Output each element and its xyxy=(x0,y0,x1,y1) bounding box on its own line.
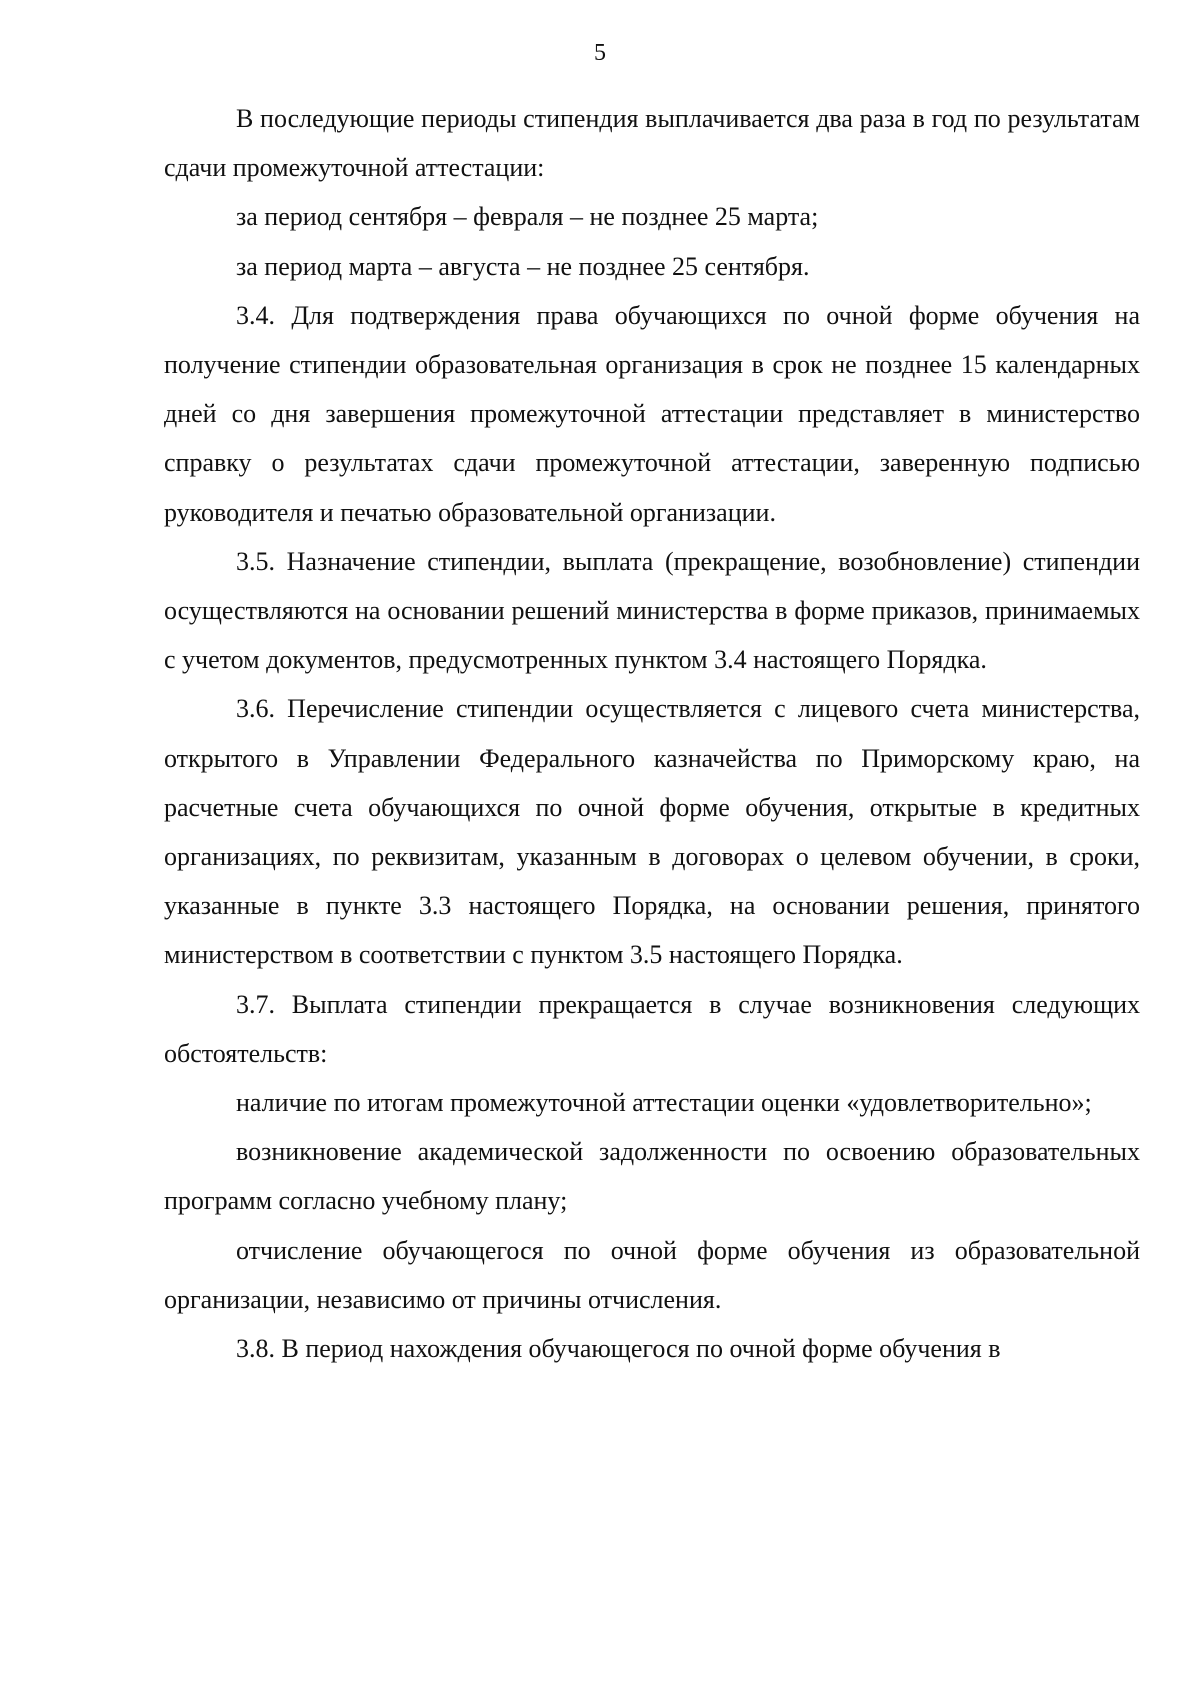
paragraph-3-6: 3.6. Перечисление стипендии осуществляется с лицевого счета министерства, открытого в Управлении Федерального казначейства по Приморскому краю, на расчетные счета обучающихся по очной форме обучения, открытые в кредитных организациях, по реквизитам, указанным в договорах о целевом обучении, в сроки, указанные в пункте 3.3 настоящего Порядка, на основании решения, принятого министерством в соответствии с пунктом 3.5 настоящего Порядка. xyxy=(164,694,1140,970)
paragraph-expulsion: отчисление обучающегося по очной форме обучения из образовательной организации, независимо от причины отчисления. xyxy=(164,1235,1140,1314)
paragraph-3-4: 3.4. Для подтверждения права обучающихся по очной форме обучения на получение стипендии образовательная организация в срок не позднее 15 календарных дней со дня завершения промежуточной аттестации представляет в министерство справку о результатах сдачи промежуточной аттестации, заверенную подписью руководителя и печатью образовательной организации. xyxy=(164,300,1140,527)
document-body xyxy=(164,94,1140,1373)
page-number: 5 xyxy=(594,40,606,66)
paragraph-march-august: за период марта – августа – не позднее 25 сентября. xyxy=(236,251,810,281)
paragraph-3-8: 3.8. В период нахождения обучающегося по очной форме обучения в xyxy=(236,1334,1001,1364)
paragraph-academic-debt: возникновение академической задолженности по освоению образовательных программ согласно учебному плану; xyxy=(164,1137,1140,1216)
paragraph-grade-satisfactory: наличие по итогам промежуточной аттестации оценки «удовлетворительно»; xyxy=(236,1088,1092,1118)
paragraph-3-7: 3.7. Выплата стипендии прекращается в случае возникновения следующих обстоятельств: xyxy=(164,989,1140,1068)
paragraph-payment-periods: В последующие периоды стипендия выплачивается два раза в год по результатам сдачи промежуточной аттестации: xyxy=(164,104,1140,183)
paragraph-september-february: за период сентября – февраля – не позднее 25 марта; xyxy=(236,202,819,232)
paragraph-3-5: 3.5. Назначение стипендии, выплата (прекращение, возобновление) стипендии осуществляются на основании решений министерства в форме приказов, принимаемых с учетом документов, предусмотренных пунктом 3.4 настоящего Порядка. xyxy=(164,546,1140,675)
